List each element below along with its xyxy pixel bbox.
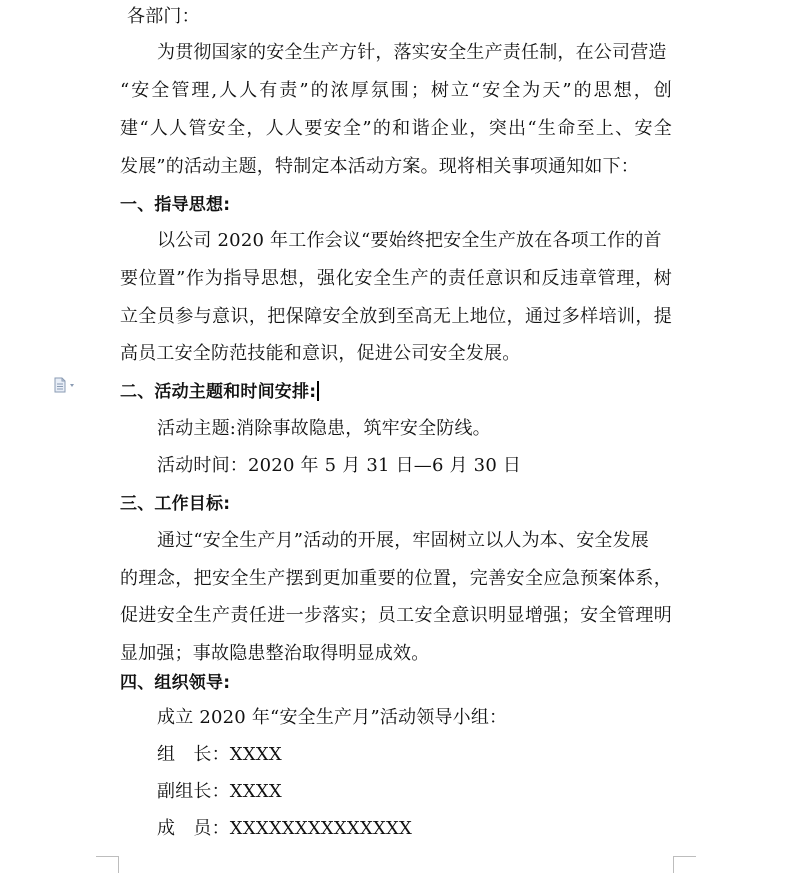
page-corner-mark-right (673, 856, 696, 873)
section1-line-2: 要位置”作为指导思想，强化安全生产的责任意识和反违章管理，树 (120, 268, 672, 289)
group-deputy: 副组长：XXXX (157, 781, 282, 802)
leading-group-intro: 成立 2020 年“安全生产月”活动领导小组： (157, 707, 508, 728)
section1-line-3: 立全员参与意识，把保障安全放到至高无上地位，通过多样培训，提 (120, 306, 672, 327)
intro-line-2: “安全管理,人人有责”的浓厚氛围；树立“安全为天”的思想，创 (120, 80, 672, 101)
section-heading-guiding-thought: 一、指导思想: (120, 195, 231, 215)
salutation: 各部门： (127, 6, 200, 27)
section3-line-2: 的理念，把安全生产摆到更加重要的位置，完善安全应急预案体系， (120, 568, 672, 589)
intro-line-3: 建“人人管安全，人人要安全”的和谐企业，突出“生命至上、安全 (120, 118, 672, 139)
intro-line-1: 为贯彻国家的安全生产方针，落实安全生产责任制，在公司营造 (157, 42, 667, 63)
section-heading-organization: 四、组织领导: (120, 673, 231, 693)
chevron-down-icon (70, 384, 74, 387)
group-members: 成 员：XXXXXXXXXXXXXX (157, 818, 413, 839)
section-heading-work-goals: 三、工作目标: (120, 494, 231, 514)
activity-time: 活动时间：2020 年 5 月 31 日—6 月 30 日 (157, 455, 522, 476)
text-cursor (317, 381, 319, 401)
section3-line-3: 促进安全生产责任进一步落实；员工安全意识明显增强；安全管理明 (120, 605, 672, 626)
section2-heading-text: 二、活动主题和时间安排: (120, 382, 317, 402)
section3-line-4: 显加强；事故隐患整治取得明显成效。 (120, 643, 430, 664)
section-heading-theme-schedule (120, 381, 680, 403)
section1-line-4: 高员工安全防范技能和意识，促进公司安全发展。 (120, 343, 521, 364)
document-icon[interactable] (53, 377, 79, 393)
section3-line-1: 通过“安全生产月”活动的开展，牢固树立以人为本、安全发展 (157, 530, 650, 551)
section1-line-1: 以公司 2020 年工作会议“要始终把安全生产放在各项工作的首 (157, 230, 662, 251)
activity-theme: 活动主题:消除事故隐患，筑牢安全防线。 (157, 418, 491, 439)
group-leader: 组 长：XXXX (157, 744, 282, 765)
intro-line-4: 发展”的活动主题，特制定本活动方案。现将相关事项通知如下： (120, 156, 639, 177)
page-corner-mark-left (96, 856, 119, 873)
